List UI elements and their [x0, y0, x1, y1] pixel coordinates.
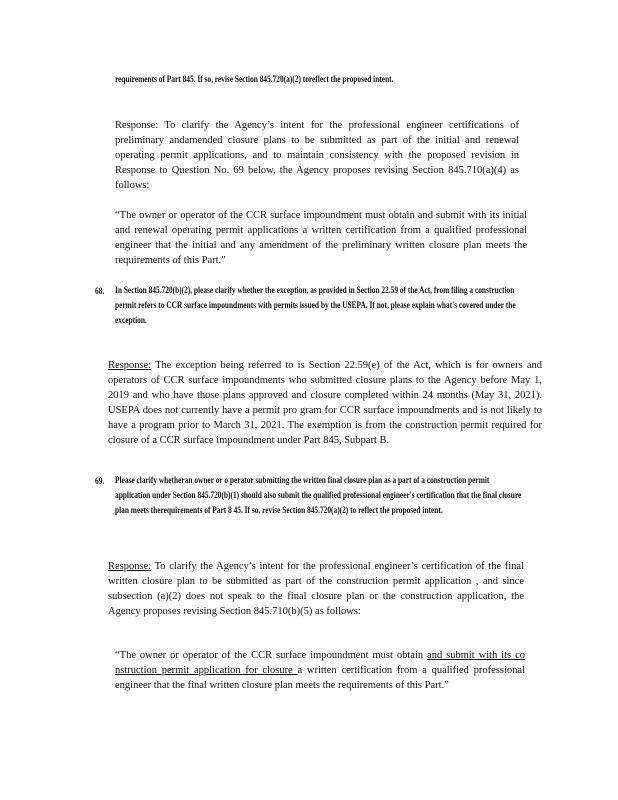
response-68-text: The exception being referred to is Section 22.59(e) of the Act, which is for owners and operators of CCR surface impoundments who submitted closure plans to the Agency before May 1, 2019 and who have those plans approved and closure completed within 24 months (May 31, 2021). USEPA does not currently have a permit pro gram for CCR surface impoundments and is not likely to have a program prior to March 31, 2021. The exemption is from the construction permit required for closure of a CCR surface impoundment under Part 845, Subpart B.	[108, 360, 542, 446]
response-67: Response: To clarify the Agency’s intent for the professional engineer certifications of preliminary andamended closure plans to be submitted as part of the initial and renewal operating permit applications, and to maintain consistency with the proposed revision in Response to Question No. 69 below, the Agency proposes revising Section 845.710(a)(4) as follows:	[115, 120, 519, 191]
question-68-number: 68.	[95, 286, 105, 296]
question-68: In Section 845.720(b)(2), please clarify whether the exception, as provided in Section 22.59 of the Act, from filing a construction permit refers to CCR surface impoundments with permits issued by the USEPA. If not, please explain what's covered under the exception.	[115, 285, 516, 325]
question-69: Please clarify whetheran owner or o perator submitting the written final closure plan as a part of a construction permit application under Section 845.720(b)(1) should also submit the qualified professional engineer's certification that the final closure plan meets therequirements of Part 8 45. If so, revise Section 845.720(a)(2) to reflect the proposed intent.	[115, 475, 522, 515]
response-68-label: Response:	[108, 360, 152, 371]
quote-845-710-b-5	[115, 648, 525, 693]
quote-69-post: a written certification from a qualified professional engineer that the final written closure plan meets the requirements of this Part.”	[115, 665, 525, 691]
question-69-number: 69.	[95, 476, 105, 486]
quote-845-710-a-4: “The owner or operator of the CCR surface impoundment must obtain and submit with its initial and renewal operating permit applications a written certification from a qualified professional engineer that the initial and any amendment of the preliminary written closure plan meets the requirements of this Part.”	[115, 210, 527, 266]
response-69-label: Response:	[108, 561, 152, 572]
quote-69-pre: “The owner or operator of the CCR surface impoundment must obtain	[115, 650, 428, 661]
quote-69-inserted-text: and submit with its co nstruction permit application for closure	[115, 650, 526, 676]
response-69-text: To clarify the Agency’s intent for the professional engineer’s certification of the final written closure plan to be submitted as part of the construction permit application , and since subsection (a)(2) does not speak to the final closure plan or the construction application, the Agency proposes revising Section 845.710(b)(5) as follows:	[108, 561, 524, 617]
response-69	[108, 559, 524, 619]
response-68	[108, 358, 542, 448]
question-67-continuation: requirements of Part 845. If so, revise Section 845.720(a)(2) toreflect the proposed intent.	[115, 74, 394, 84]
